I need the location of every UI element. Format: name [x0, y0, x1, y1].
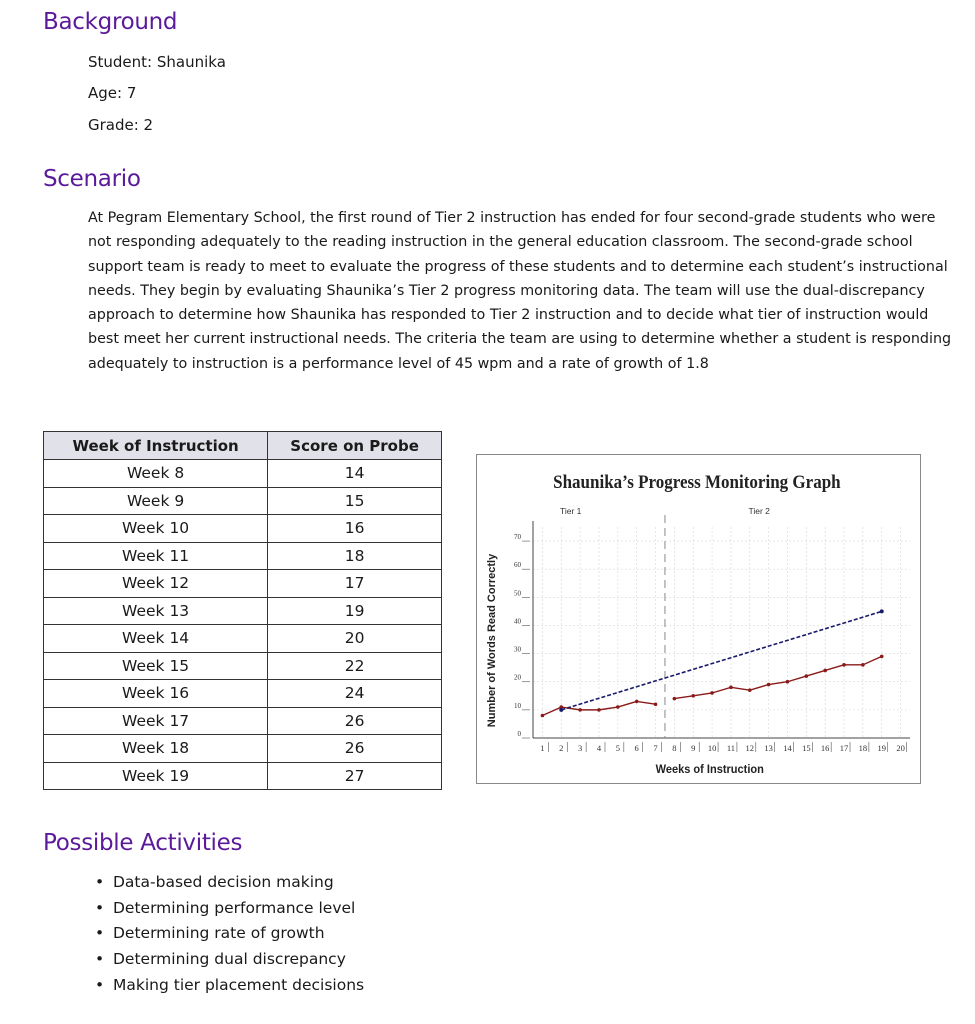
x-tick-label: 19	[877, 743, 886, 753]
probe-score-table	[43, 431, 442, 790]
y-tick-label: 50	[514, 589, 521, 598]
x-tick-label: 15	[802, 743, 811, 753]
week-cell: Week 18	[44, 735, 268, 763]
week-cell: Week 14	[44, 625, 268, 653]
week-cell: Week 13	[44, 597, 268, 625]
table-row	[44, 707, 442, 735]
week-cell: Week 8	[44, 460, 268, 488]
y-tick-label: 30	[514, 645, 521, 654]
scenario-heading: Scenario	[43, 166, 141, 192]
week-cell: Week 10	[44, 515, 268, 543]
x-axis-label: Weeks of Instruction	[655, 763, 764, 777]
list-item	[95, 921, 364, 947]
table-row	[44, 735, 442, 763]
list-item	[95, 973, 364, 999]
x-tick-label: 6	[634, 743, 639, 753]
header-score: Score on Probe	[268, 432, 442, 460]
table-row	[44, 515, 442, 543]
data-point	[786, 680, 790, 684]
score-cell: 26	[268, 707, 442, 735]
week-cell: Week 11	[44, 542, 268, 570]
y-tick-label: 60	[514, 561, 521, 570]
chart-title: Shaunika’s Progress Monitoring Graph	[553, 471, 841, 493]
week-cell: Week 19	[44, 762, 268, 790]
data-point	[861, 663, 865, 667]
data-point	[748, 688, 752, 692]
x-tick-label: 20	[896, 743, 905, 753]
activity-label: Making tier placement decisions	[113, 975, 365, 994]
bullet-icon: •	[95, 924, 105, 943]
bullet-icon: •	[95, 950, 105, 969]
data-point	[880, 655, 884, 659]
x-tick-label: 13	[764, 743, 773, 753]
list-item	[95, 947, 364, 973]
table-row	[44, 680, 442, 708]
data-line-tier2	[674, 656, 881, 698]
list-item	[95, 896, 364, 922]
x-tick-label: 2	[559, 743, 564, 753]
data-point	[673, 697, 677, 701]
y-tick-label: 40	[514, 617, 521, 626]
bullet-icon: •	[95, 873, 105, 891]
x-tick-label: 9	[691, 743, 696, 753]
score-cell: 17	[268, 570, 442, 598]
week-cell: Week 9	[44, 487, 268, 515]
table-row	[44, 542, 442, 570]
score-cell: 15	[268, 487, 442, 515]
goal-point	[880, 609, 884, 613]
data-point	[710, 691, 714, 695]
score-cell: 20	[268, 625, 442, 653]
x-tick-label: 3	[578, 743, 583, 753]
score-cell: 24	[268, 680, 442, 708]
x-tick-label: 12	[745, 743, 755, 753]
data-point	[823, 669, 827, 673]
score-cell: 22	[268, 652, 442, 680]
phase-label: Tier 2	[748, 506, 770, 516]
background-heading: Background	[43, 9, 178, 35]
table-row	[44, 625, 442, 653]
x-tick-label: 5	[615, 743, 620, 753]
y-tick-label: 10	[514, 701, 521, 710]
x-tick-label: 7	[653, 743, 658, 753]
data-point	[842, 663, 846, 667]
scenario-text: At Pegram Elementary School, the first round of Tier 2 instruction has ended for four second-grade students who were not responding adequately to the reading instruction in the general education classroom. The second-grade school support team is ready to meet to evaluate the progress of these students and to determine each student’s instructional needs. They begin by evaluating Shaunika’s Tier 2 progress monitoring data. The team will use the dual-discrepancy approach to determine how Shaunika has responded to Tier 2 instruction and to decide what tier of instruction would best meet her current instructional needs. The criteria the team are using to determine whether a student is responding adequately to instruction is a performance level of 45 wpm and a rate of growth of 1.8	[88, 210, 952, 372]
y-tick-label: 0	[517, 730, 521, 738]
activity-label: Data-based decision making	[113, 873, 334, 891]
x-tick-label: 8	[672, 743, 677, 753]
data-point	[729, 686, 733, 690]
x-tick-label: 4	[596, 743, 602, 753]
score-cell: 26	[268, 735, 442, 763]
table-row	[44, 652, 442, 680]
week-cell: Week 12	[44, 570, 268, 598]
goal-line	[561, 611, 881, 709]
x-tick-label: 17	[839, 743, 849, 753]
activities-list	[95, 870, 364, 998]
activity-label: Determining rate of growth	[113, 924, 325, 943]
bullet-icon: •	[95, 898, 105, 917]
table-row	[44, 597, 442, 625]
student-age: Age: 7	[88, 84, 137, 102]
y-tick-label: 20	[514, 673, 521, 682]
score-cell: 14	[268, 460, 442, 488]
week-cell: Week 15	[44, 652, 268, 680]
data-point	[805, 674, 809, 678]
data-point	[541, 714, 545, 718]
activities-heading: Possible Activities	[43, 830, 243, 856]
score-cell: 19	[268, 597, 442, 625]
x-tick-label: 1	[540, 743, 545, 753]
list-item	[95, 870, 364, 896]
score-cell: 16	[268, 515, 442, 543]
activity-label: Determining dual discrepancy	[113, 950, 346, 969]
table-header-row	[44, 432, 442, 460]
score-cell: 27	[268, 762, 442, 790]
table-row	[44, 762, 442, 790]
phase-label: Tier 1	[559, 506, 582, 516]
student-grade: Grade: 2	[88, 116, 154, 134]
student-name: Student: Shaunika	[88, 53, 226, 71]
x-tick-label: 16	[820, 743, 830, 753]
table-row	[44, 570, 442, 598]
progress-graph	[476, 454, 921, 784]
progress-chart	[477, 455, 920, 783]
data-point	[635, 700, 639, 704]
activity-label: Determining performance level	[113, 898, 356, 917]
data-point	[578, 708, 582, 712]
goal-point	[559, 708, 563, 712]
data-point	[767, 683, 771, 687]
week-cell: Week 16	[44, 680, 268, 708]
week-cell: Week 17	[44, 707, 268, 735]
table-row	[44, 487, 442, 515]
y-axis-label: Number of Words Read Correctly	[486, 553, 498, 728]
bullet-icon: •	[95, 975, 105, 994]
x-tick-label: 14	[783, 743, 792, 753]
x-tick-label: 18	[858, 743, 868, 753]
data-point	[691, 694, 695, 698]
data-point	[616, 705, 620, 709]
y-tick-label: 70	[514, 533, 521, 542]
data-point	[654, 702, 658, 706]
x-tick-label: 10	[707, 743, 717, 753]
table-row	[44, 460, 442, 488]
data-point	[597, 708, 601, 712]
score-cell: 18	[268, 542, 442, 570]
header-week: Week of Instruction	[44, 432, 268, 460]
x-tick-label: 11	[726, 743, 736, 753]
